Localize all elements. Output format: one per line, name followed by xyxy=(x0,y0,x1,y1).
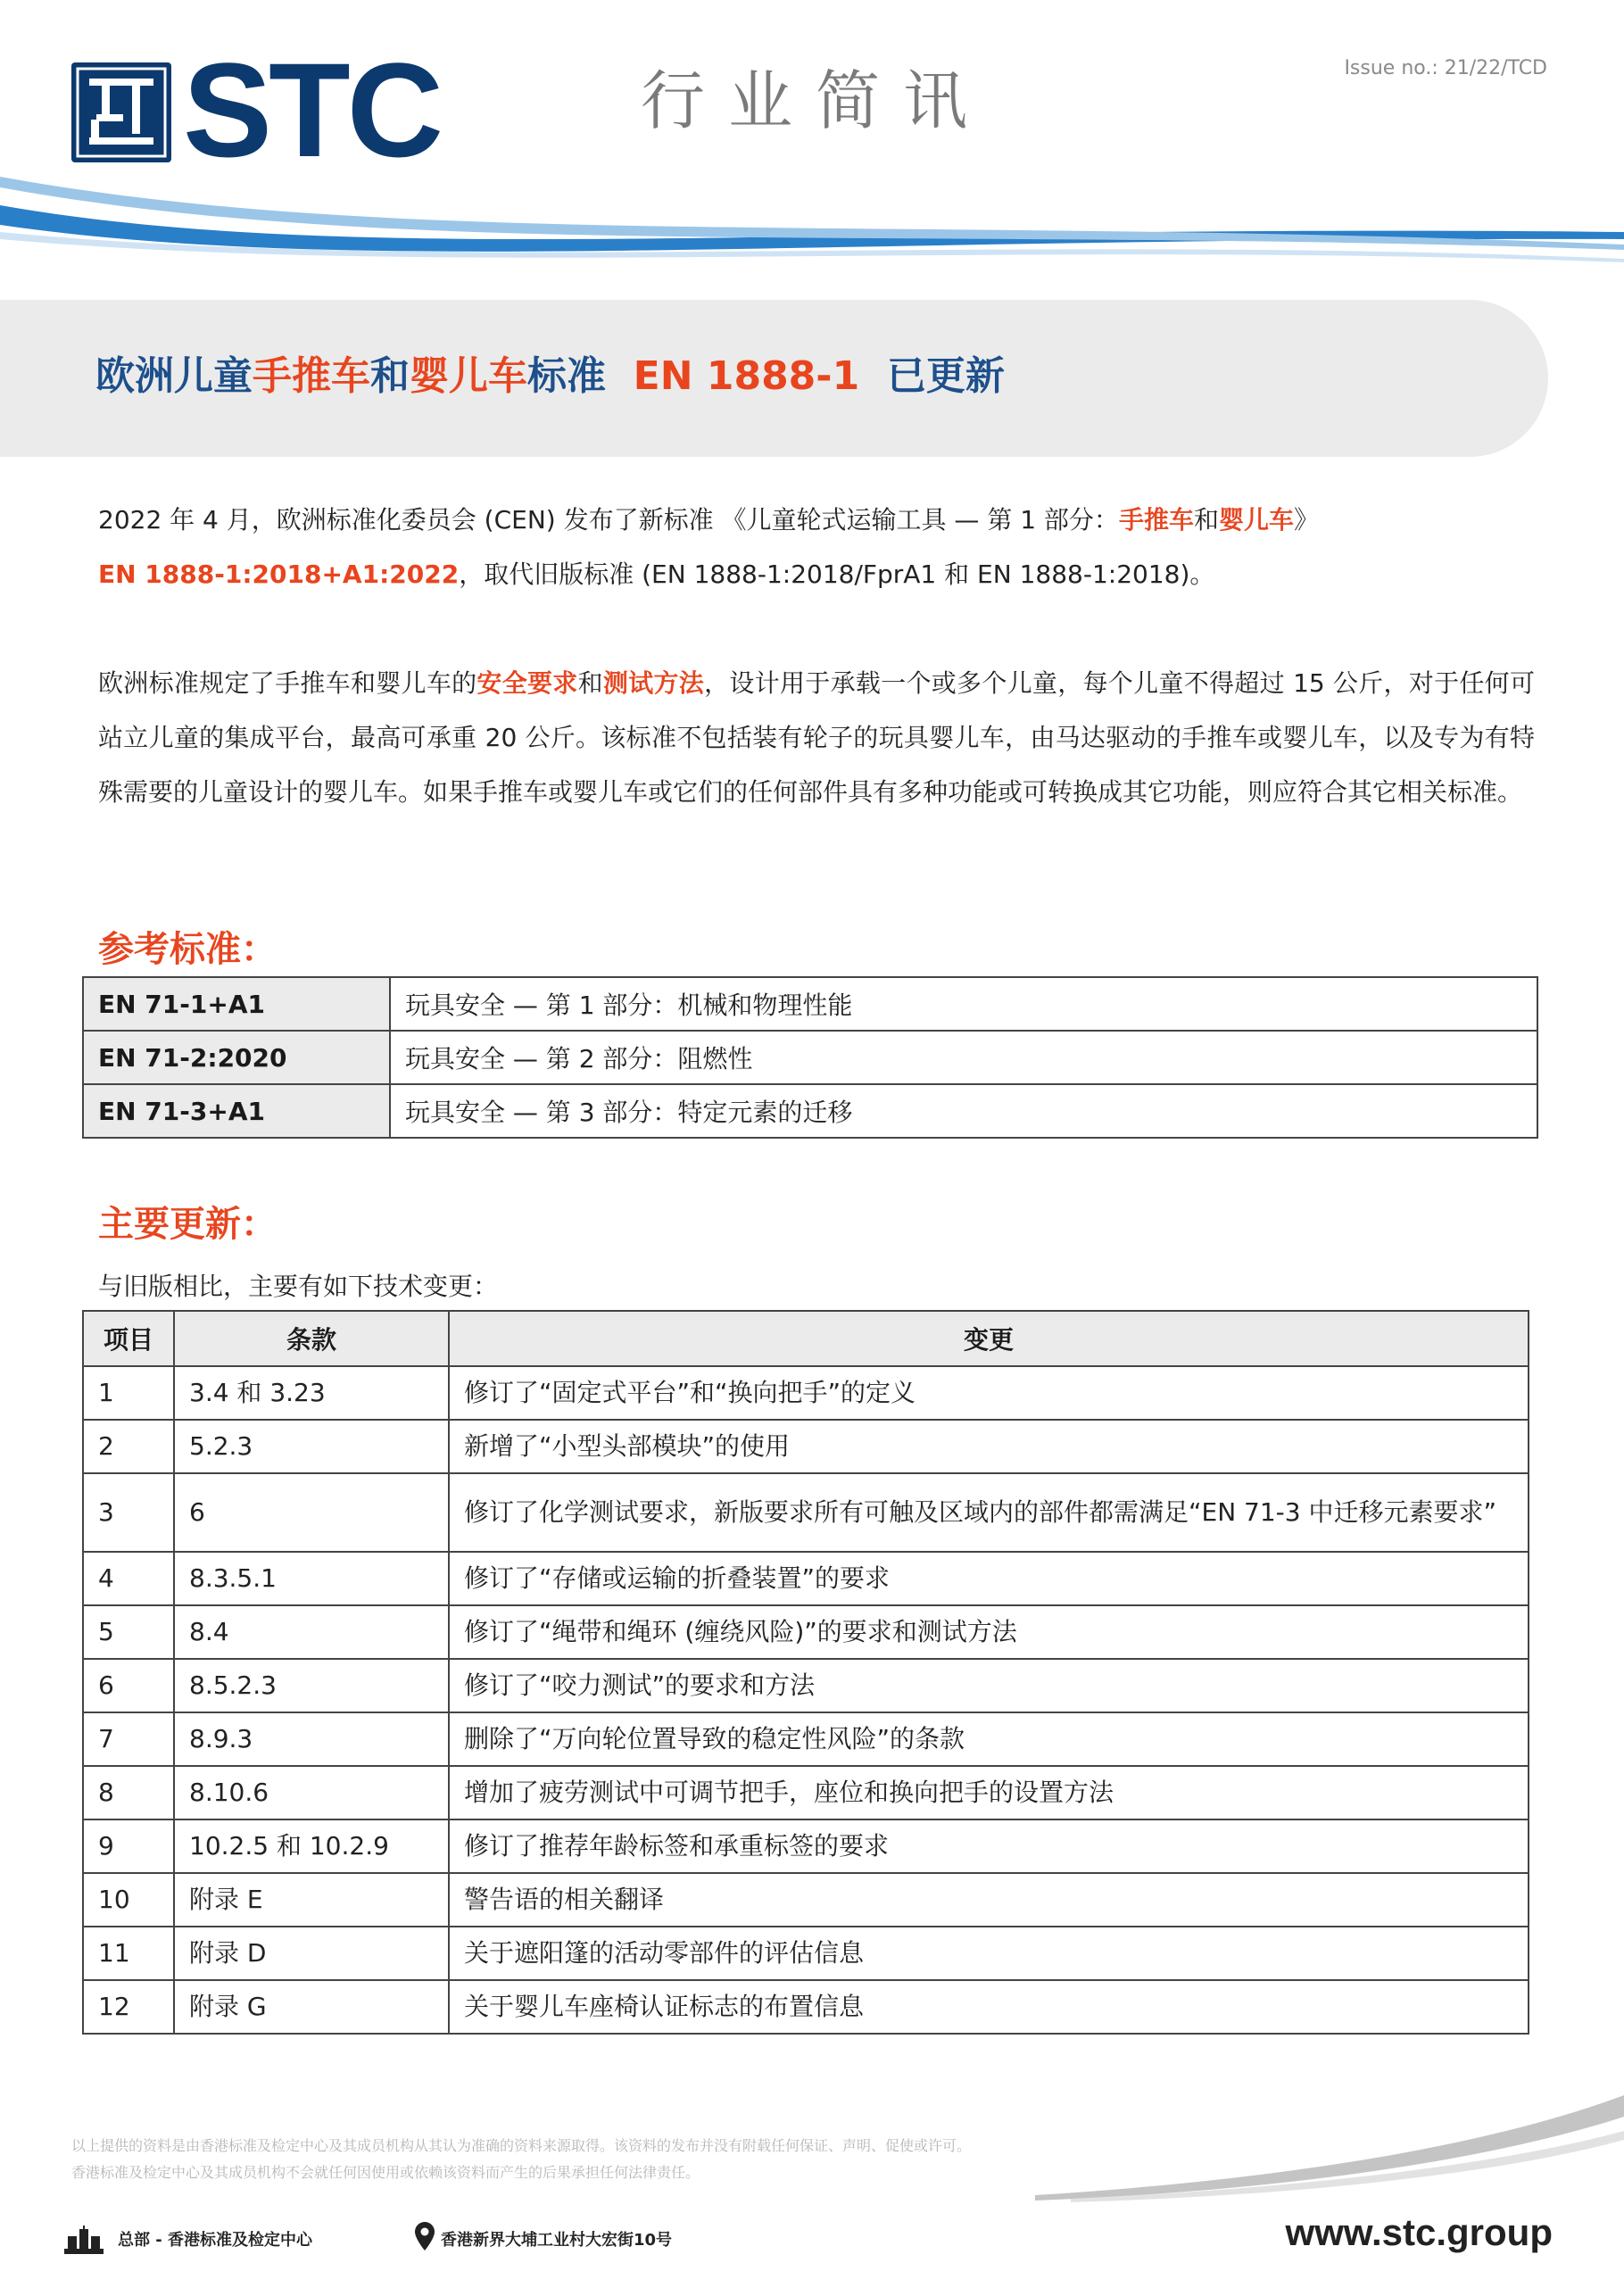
intro-paragraph: 2022 年 4 月，欧洲标准化委员会 (CEN) 发布了新标准 《儿童轮式运输工具 — 第 1 部分：手推车和婴儿车》 EN 1888-1:2018+A1:2022，取代旧版标准 (EN 1888-1:2018/FprA1 和 EN 1888-1:2018)。 xyxy=(98,505,1319,589)
item-number: 1 xyxy=(83,1366,174,1420)
change: 修订了“存储或运输的折叠装置”的要求 xyxy=(449,1552,1529,1605)
clause: 8.5.2.3 xyxy=(174,1659,449,1712)
change: 修订了“绳带和绳环 (缠绕风险)”的要求和测试方法 xyxy=(449,1605,1529,1659)
item-number: 4 xyxy=(83,1552,174,1605)
reference-standards-table xyxy=(82,976,1538,1139)
change: 删除了“万向轮位置导致的稳定性风险”的条款 xyxy=(449,1712,1529,1766)
table-row xyxy=(83,1927,1529,1980)
table-row xyxy=(83,1766,1529,1819)
footer-swoosh-decoration xyxy=(1035,2095,1624,2202)
location-pin-icon xyxy=(415,2222,435,2250)
standard-description: 玩具安全 — 第 3 部分：特定元素的迁移 xyxy=(390,1084,1537,1138)
change: 新增了“小型头部模块”的使用 xyxy=(449,1420,1529,1473)
column-header-item: 项目 xyxy=(83,1311,174,1366)
standard-code: EN 71-1+A1 xyxy=(83,977,390,1031)
table-row xyxy=(83,1473,1529,1552)
scope-paragraph: 欧洲标准规定了手推车和婴儿车的安全要求和测试方法，设计用于承载一个或多个儿童，每个儿童不得超过 15 公斤，对于任何可站立儿童的集成平台，最高可承重 20 公斤。该标准不包括装有轮子的玩具婴儿车，由马达驱动的手推车或婴儿车，以及专为有特殊需要的儿童设计的婴儿车。如果手推车或婴儿车或它们的任何部件具有多种功能或可转换成其它功能，则应符合其它相关标准。 xyxy=(98,668,1535,807)
disclaimer-line: 以上提供的资料是由香港标准及检定中心及其成员机构从其认为准确的资料来源取得。该资料的发布并没有附载任何保证、声明、促使或许可。 xyxy=(71,2137,972,2154)
table-row xyxy=(83,1366,1529,1420)
change: 警告语的相关翻译 xyxy=(449,1873,1529,1927)
column-header-change: 变更 xyxy=(449,1311,1529,1366)
updates-intro: 与旧版相比，主要有如下技术变更： xyxy=(98,1272,499,1301)
item-number: 2 xyxy=(83,1420,174,1473)
page-title: 欧洲儿童手推车和婴儿车标准 EN 1888-1 已更新 xyxy=(95,353,1005,399)
footer-headquarters: 总部 - 香港标准及检定中心 xyxy=(118,2231,313,2250)
change: 修订了化学测试要求，新版要求所有可触及区域内的部件都需满足“EN 71-3 中迁移元素要求” xyxy=(449,1473,1529,1552)
table-row xyxy=(83,1712,1529,1766)
item-number: 11 xyxy=(83,1927,174,1980)
item-number: 10 xyxy=(83,1873,174,1927)
change: 修订了“固定式平台”和“换向把手”的定义 xyxy=(449,1366,1529,1420)
clause: 6 xyxy=(174,1473,449,1552)
table-row xyxy=(83,1552,1529,1605)
stc-logo-icon xyxy=(71,62,171,162)
change: 关于婴儿车座椅认证标志的布置信息 xyxy=(449,1980,1529,2034)
table-header-row xyxy=(83,1311,1529,1366)
clause: 附录 G xyxy=(174,1980,449,2034)
main-updates-table xyxy=(82,1310,1529,2035)
table-row xyxy=(83,1819,1529,1873)
item-number: 7 xyxy=(83,1712,174,1766)
change: 修订了“咬力测试”的要求和方法 xyxy=(449,1659,1529,1712)
newsletter-subtitle: 行业简讯 xyxy=(641,63,991,138)
table-row xyxy=(83,1084,1537,1138)
item-number: 5 xyxy=(83,1605,174,1659)
column-header-clause: 条款 xyxy=(174,1311,449,1366)
item-number: 8 xyxy=(83,1766,174,1819)
standard-description: 玩具安全 — 第 2 部分：阻燃性 xyxy=(390,1031,1537,1084)
item-number: 12 xyxy=(83,1980,174,2034)
change: 修订了推荐年龄标签和承重标签的要求 xyxy=(449,1819,1529,1873)
issue-number: Issue no.: 21/22/TCD xyxy=(1344,57,1547,79)
clause: 附录 E xyxy=(174,1873,449,1927)
table-row xyxy=(83,1659,1529,1712)
clause: 10.2.5 和 10.2.9 xyxy=(174,1819,449,1873)
header-wave-decoration xyxy=(0,170,1624,277)
disclaimer-line: 香港标准及检定中心及其成员机构不会就任何因使用或依赖该资料而产生的后果承担任何法律责任。 xyxy=(71,2164,700,2181)
footer-website-link[interactable]: www.stc.group xyxy=(1285,2211,1553,2253)
table-row xyxy=(83,1420,1529,1473)
clause: 8.4 xyxy=(174,1605,449,1659)
table-row xyxy=(83,1031,1537,1084)
item-number: 6 xyxy=(83,1659,174,1712)
clause: 8.9.3 xyxy=(174,1712,449,1766)
reference-standards-heading: 参考标准： xyxy=(98,929,277,970)
clause: 8.3.5.1 xyxy=(174,1552,449,1605)
table-row xyxy=(83,977,1537,1031)
item-number: 3 xyxy=(83,1473,174,1552)
headquarters-building-icon xyxy=(64,2226,104,2254)
change: 关于遮阳篷的活动零部件的评估信息 xyxy=(449,1927,1529,1980)
clause: 3.4 和 3.23 xyxy=(174,1366,449,1420)
standard-code: EN 71-2:2020 xyxy=(83,1031,390,1084)
table-row xyxy=(83,1873,1529,1927)
clause: 附录 D xyxy=(174,1927,449,1980)
standard-description: 玩具安全 — 第 1 部分：机械和物理性能 xyxy=(390,977,1537,1031)
standard-code: EN 71-3+A1 xyxy=(83,1084,390,1138)
main-updates-heading: 主要更新： xyxy=(98,1204,277,1245)
item-number: 9 xyxy=(83,1819,174,1873)
change: 增加了疲劳测试中可调节把手，座位和换向把手的设置方法 xyxy=(449,1766,1529,1819)
table-row xyxy=(83,1605,1529,1659)
clause: 8.10.6 xyxy=(174,1766,449,1819)
footer-address: 香港新界大埔工业村大宏街10号 xyxy=(441,2231,673,2250)
logo-wordmark: STC xyxy=(183,35,440,185)
clause: 5.2.3 xyxy=(174,1420,449,1473)
table-row xyxy=(83,1980,1529,2034)
